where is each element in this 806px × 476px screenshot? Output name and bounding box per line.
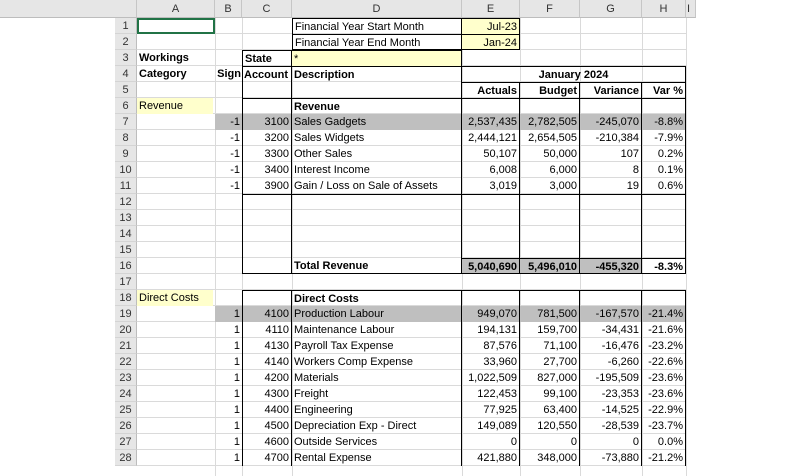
budget-cell[interactable]: 348,000	[520, 450, 580, 466]
period-header: January 2024	[462, 66, 686, 82]
direct_cost_lines-row	[0, 450, 806, 466]
blank-cell[interactable]	[242, 242, 292, 258]
sign-cell[interactable]: 1	[233, 452, 240, 464]
var-pct-cell[interactable]: -21.6%	[642, 322, 686, 338]
blank-cell	[242, 290, 292, 306]
row-5	[0, 82, 806, 98]
row-header[interactable]: 25	[115, 402, 137, 418]
blank-cell	[292, 82, 462, 98]
var-pct-cell[interactable]: -21.2%	[642, 450, 686, 466]
selected-cell-a1[interactable]	[137, 18, 215, 34]
row-header[interactable]: 6	[115, 98, 137, 114]
variance-header: Variance	[580, 82, 642, 98]
blank-cell[interactable]	[462, 226, 520, 242]
budget-cell[interactable]: 50,000	[520, 146, 580, 162]
select-all-corner[interactable]	[0, 0, 137, 18]
var-pct-cell[interactable]: 0.6%	[642, 178, 686, 194]
account-cell[interactable]: 4130	[242, 338, 292, 354]
blank-cell	[580, 98, 642, 114]
account-cell[interactable]: 4500	[242, 418, 292, 434]
row-header[interactable]: 8	[115, 130, 137, 146]
var-pct-cell[interactable]: -23.6%	[642, 386, 686, 402]
row-header[interactable]: 21	[115, 338, 137, 354]
blank-cell[interactable]	[520, 194, 580, 210]
total-revenue-actuals[interactable]: 5,040,690	[462, 258, 520, 274]
blank-cell	[642, 98, 686, 114]
sign-cell[interactable]: 1	[233, 404, 240, 416]
actuals-cell[interactable]: 77,925	[462, 402, 520, 418]
blank-cell[interactable]	[520, 210, 580, 226]
row-header[interactable]: 2	[115, 34, 137, 50]
description-cell[interactable]: Gain / Loss on Sale of Assets	[292, 178, 462, 194]
blank-cell[interactable]	[292, 194, 462, 210]
description-header: Description	[292, 66, 462, 82]
sign-cell[interactable]: -1	[230, 148, 240, 160]
row-header[interactable]: 13	[115, 210, 137, 226]
fy-start-value[interactable]: Jul-23	[462, 18, 520, 34]
variance-cell[interactable]: -34,431	[580, 322, 642, 338]
description-cell[interactable]: Payroll Tax Expense	[292, 338, 462, 354]
column-header-c[interactable]: C	[242, 0, 292, 18]
actuals-cell[interactable]: 194,131	[462, 322, 520, 338]
column-header-g[interactable]: G	[580, 0, 642, 18]
variance-cell[interactable]: -167,570	[580, 306, 642, 322]
row-header[interactable]: 18	[115, 290, 137, 306]
account-cell[interactable]: 4140	[242, 354, 292, 370]
row-header[interactable]: 28	[115, 450, 137, 466]
row-header[interactable]: 19	[115, 306, 137, 322]
budget-cell[interactable]: 781,500	[520, 306, 580, 322]
row-3	[0, 50, 806, 66]
blank-cell	[520, 98, 580, 114]
account-cell[interactable]: 4100	[242, 306, 292, 322]
variance-cell[interactable]: -195,509	[580, 370, 642, 386]
sign-cell[interactable]: 1	[233, 372, 240, 384]
actuals-cell[interactable]: 949,070	[462, 306, 520, 322]
variance-cell[interactable]: 19	[580, 178, 642, 194]
account-cell[interactable]: 4110	[242, 322, 292, 338]
sign-cell[interactable]: -1	[230, 180, 240, 192]
revenue-section-title: Revenue	[292, 98, 462, 114]
revenue-category[interactable]: Revenue	[137, 98, 213, 114]
budget-cell[interactable]: 120,550	[520, 418, 580, 434]
column-header-a[interactable]: A	[137, 0, 215, 18]
direct_cost_lines-row	[0, 370, 806, 386]
var-pct-cell[interactable]: 0.0%	[642, 434, 686, 450]
column-header-i[interactable]: I	[686, 0, 696, 18]
variance-cell[interactable]: -6,260	[580, 354, 642, 370]
direct_cost_lines-row	[0, 354, 806, 370]
sign-cell[interactable]: 1	[233, 436, 240, 448]
account-cell[interactable]: 3300	[242, 146, 292, 162]
row-header[interactable]: 12	[115, 194, 137, 210]
column-header-f[interactable]: F	[520, 0, 580, 18]
budget-cell[interactable]: 99,100	[520, 386, 580, 402]
description-cell[interactable]: Sales Gadgets	[292, 114, 462, 130]
blank-cell	[642, 290, 686, 306]
description-cell[interactable]: Outside Services	[292, 434, 462, 450]
direct_cost_lines-row	[0, 306, 806, 322]
var-pct-cell[interactable]: -7.9%	[642, 130, 686, 146]
row-4	[0, 66, 806, 82]
row-header[interactable]: 7	[115, 114, 137, 130]
budget-cell[interactable]: 0	[520, 434, 580, 450]
description-cell[interactable]: Materials	[292, 370, 462, 386]
description-cell[interactable]: Depreciation Exp - Direct	[292, 418, 462, 434]
row-header[interactable]: 23	[115, 370, 137, 386]
budget-cell[interactable]: 2,782,505	[520, 114, 580, 130]
blank-cell[interactable]	[242, 210, 292, 226]
blank-cell[interactable]	[520, 226, 580, 242]
direct_cost_lines-row	[0, 402, 806, 418]
sign-cell[interactable]: 1	[233, 356, 240, 368]
column-header-h[interactable]: H	[642, 0, 686, 18]
blank-cell	[462, 290, 520, 306]
blank-cell[interactable]	[642, 194, 686, 210]
fy-end-label: Financial Year End Month	[292, 34, 462, 50]
budget-cell[interactable]: 6,000	[520, 162, 580, 178]
workings-label: Workings	[139, 52, 189, 64]
row-header[interactable]: 9	[115, 146, 137, 162]
blank-row	[0, 226, 806, 242]
sign-cell[interactable]: 1	[233, 340, 240, 352]
account-cell[interactable]: 3900	[242, 178, 292, 194]
row-2	[0, 34, 806, 50]
actuals-cell[interactable]: 6,008	[462, 162, 520, 178]
description-cell[interactable]: Freight	[292, 386, 462, 402]
direct_cost_lines-row	[0, 322, 806, 338]
blank-cell[interactable]	[292, 242, 462, 258]
blank-row	[0, 210, 806, 226]
revenue_lines-row	[0, 146, 806, 162]
actuals-cell[interactable]: 87,576	[462, 338, 520, 354]
account-cell[interactable]: 4200	[242, 370, 292, 386]
description-cell[interactable]: Rental Expense	[292, 450, 462, 466]
actuals-cell[interactable]: 0	[462, 434, 520, 450]
sign-cell[interactable]: 1	[233, 388, 240, 400]
account-cell[interactable]: 3100	[242, 114, 292, 130]
row-header[interactable]: 4	[115, 66, 137, 82]
row-1	[0, 18, 806, 34]
blank-cell[interactable]	[242, 226, 292, 242]
variance-cell[interactable]: 8	[580, 162, 642, 178]
blank-cell[interactable]	[580, 210, 642, 226]
description-cell[interactable]: Other Sales	[292, 146, 462, 162]
var-pct-cell[interactable]: -8.8%	[642, 114, 686, 130]
sign-cell[interactable]: -1	[230, 132, 240, 144]
description-cell[interactable]: Maintenance Labour	[292, 322, 462, 338]
account-cell[interactable]: 3400	[242, 162, 292, 178]
budget-cell[interactable]: 2,654,505	[520, 130, 580, 146]
budget-cell[interactable]: 63,400	[520, 402, 580, 418]
description-cell[interactable]: Production Labour	[292, 306, 462, 322]
actuals-cell[interactable]: 1,022,509	[462, 370, 520, 386]
sign-cell[interactable]: -1	[230, 164, 240, 176]
revenue_lines-row	[0, 178, 806, 194]
row-header[interactable]: 27	[115, 434, 137, 450]
account-cell[interactable]: 4400	[242, 402, 292, 418]
total-revenue-var-pct[interactable]: -8.3%	[642, 258, 686, 274]
direct-costs-section-title: Direct Costs	[292, 290, 462, 306]
column-header-d[interactable]: D	[292, 0, 462, 18]
var-pct-header: Var %	[642, 82, 686, 98]
sign-cell[interactable]: 1	[215, 306, 242, 322]
budget-cell[interactable]: 827,000	[520, 370, 580, 386]
blank-cell[interactable]	[580, 226, 642, 242]
variance-cell[interactable]: -14,525	[580, 402, 642, 418]
row-header[interactable]: 10	[115, 162, 137, 178]
total-revenue-variance[interactable]: -455,320	[580, 258, 642, 274]
blank-cell[interactable]	[292, 210, 462, 226]
blank-cell	[462, 98, 520, 114]
blank-cell[interactable]	[462, 242, 520, 258]
actuals-cell[interactable]: 421,880	[462, 450, 520, 466]
direct_cost_lines-row	[0, 434, 806, 450]
total-revenue-label: Total Revenue	[292, 258, 462, 274]
blank-cell[interactable]	[642, 242, 686, 258]
sign-header: Sign	[217, 68, 241, 80]
row-header[interactable]: 17	[115, 274, 137, 290]
account-cell[interactable]: 3200	[242, 130, 292, 146]
row-header[interactable]: 3	[115, 50, 137, 66]
blank-cell[interactable]	[580, 242, 642, 258]
row-header[interactable]: 24	[115, 386, 137, 402]
revenue_lines-row	[0, 114, 806, 130]
var-pct-cell[interactable]: -23.7%	[642, 418, 686, 434]
variance-cell[interactable]: -28,539	[580, 418, 642, 434]
blank-row	[0, 242, 806, 258]
blank-cell[interactable]	[462, 194, 520, 210]
variance-cell[interactable]: 107	[580, 146, 642, 162]
var-pct-cell[interactable]: -21.4%	[642, 306, 686, 322]
actuals-cell[interactable]: 2,537,435	[462, 114, 520, 130]
blank-cell[interactable]	[462, 210, 520, 226]
row-header[interactable]: 15	[115, 242, 137, 258]
blank-cell	[242, 258, 292, 274]
actuals-cell[interactable]: 50,107	[462, 146, 520, 162]
var-pct-cell[interactable]: -23.6%	[642, 370, 686, 386]
account-header: Account	[242, 66, 292, 82]
var-pct-cell[interactable]: -22.6%	[642, 354, 686, 370]
blank-cell[interactable]	[580, 194, 642, 210]
variance-cell[interactable]: -16,476	[580, 338, 642, 354]
direct_cost_lines-row	[0, 338, 806, 354]
blank-row	[0, 194, 806, 210]
column-header-b[interactable]: B	[215, 0, 242, 18]
budget-cell[interactable]: 159,700	[520, 322, 580, 338]
row-16	[0, 258, 806, 274]
var-pct-cell[interactable]: -23.2%	[642, 338, 686, 354]
blank-cell	[242, 98, 292, 114]
total-revenue-budget[interactable]: 5,496,010	[520, 258, 580, 274]
description-cell[interactable]: Engineering	[292, 402, 462, 418]
actuals-cell[interactable]: 33,960	[462, 354, 520, 370]
sign-cell[interactable]: 1	[233, 324, 240, 336]
variance-cell[interactable]: -245,070	[580, 114, 642, 130]
account-cell[interactable]: 4600	[242, 434, 292, 450]
direct_cost_lines-row	[0, 386, 806, 402]
row-header[interactable]: 1	[115, 18, 137, 34]
row-header[interactable]: 11	[115, 178, 137, 194]
sign-cell[interactable]: 1	[233, 420, 240, 432]
blank-cell[interactable]	[520, 242, 580, 258]
actuals-cell[interactable]: 2,444,121	[462, 130, 520, 146]
blank-cell	[242, 82, 292, 98]
account-cell[interactable]: 4700	[242, 450, 292, 466]
account-cell[interactable]: 4300	[242, 386, 292, 402]
blank-cell	[520, 290, 580, 306]
state-label: State	[242, 50, 292, 66]
blank-cell	[580, 290, 642, 306]
row-header[interactable]: 5	[115, 82, 137, 98]
budget-cell[interactable]: 71,100	[520, 338, 580, 354]
actuals-header: Actuals	[462, 82, 520, 98]
description-cell[interactable]: Interest Income	[292, 162, 462, 178]
row-18	[0, 290, 806, 306]
variance-cell[interactable]: -73,880	[580, 450, 642, 466]
fy-end-value[interactable]: Jan-24	[462, 34, 520, 50]
variance-cell[interactable]: -210,384	[580, 130, 642, 146]
var-pct-cell[interactable]: 0.1%	[642, 162, 686, 178]
category-header: Category	[139, 68, 187, 80]
sign-cell[interactable]: -1	[215, 114, 242, 130]
blank-cell[interactable]	[642, 226, 686, 242]
budget-header: Budget	[520, 82, 580, 98]
revenue_lines-row	[0, 130, 806, 146]
revenue_lines-row	[0, 162, 806, 178]
direct-costs-category[interactable]: Direct Costs	[137, 290, 213, 306]
blank-cell[interactable]	[242, 194, 292, 210]
row-6	[0, 98, 806, 114]
row-header[interactable]: 20	[115, 322, 137, 338]
variance-cell[interactable]: -23,353	[580, 386, 642, 402]
budget-cell[interactable]: 3,000	[520, 178, 580, 194]
budget-cell[interactable]: 27,700	[520, 354, 580, 370]
description-cell[interactable]: Sales Widgets	[292, 130, 462, 146]
var-pct-cell[interactable]: 0.2%	[642, 146, 686, 162]
actuals-cell[interactable]: 122,453	[462, 386, 520, 402]
actuals-cell[interactable]: 3,019	[462, 178, 520, 194]
blank-cell[interactable]	[292, 226, 462, 242]
row-header[interactable]: 16	[115, 258, 137, 274]
row-header[interactable]: 26	[115, 418, 137, 434]
blank-cell[interactable]	[642, 210, 686, 226]
fy-start-label: Financial Year Start Month	[292, 18, 462, 34]
column-header-e[interactable]: E	[462, 0, 520, 18]
var-pct-cell[interactable]: -22.9%	[642, 402, 686, 418]
description-cell[interactable]: Workers Comp Expense	[292, 354, 462, 370]
state-value[interactable]: *	[292, 50, 462, 66]
direct_cost_lines-row	[0, 418, 806, 434]
row-header[interactable]: 14	[115, 226, 137, 242]
actuals-cell[interactable]: 149,089	[462, 418, 520, 434]
variance-cell[interactable]: 0	[580, 434, 642, 450]
row-header[interactable]: 22	[115, 354, 137, 370]
